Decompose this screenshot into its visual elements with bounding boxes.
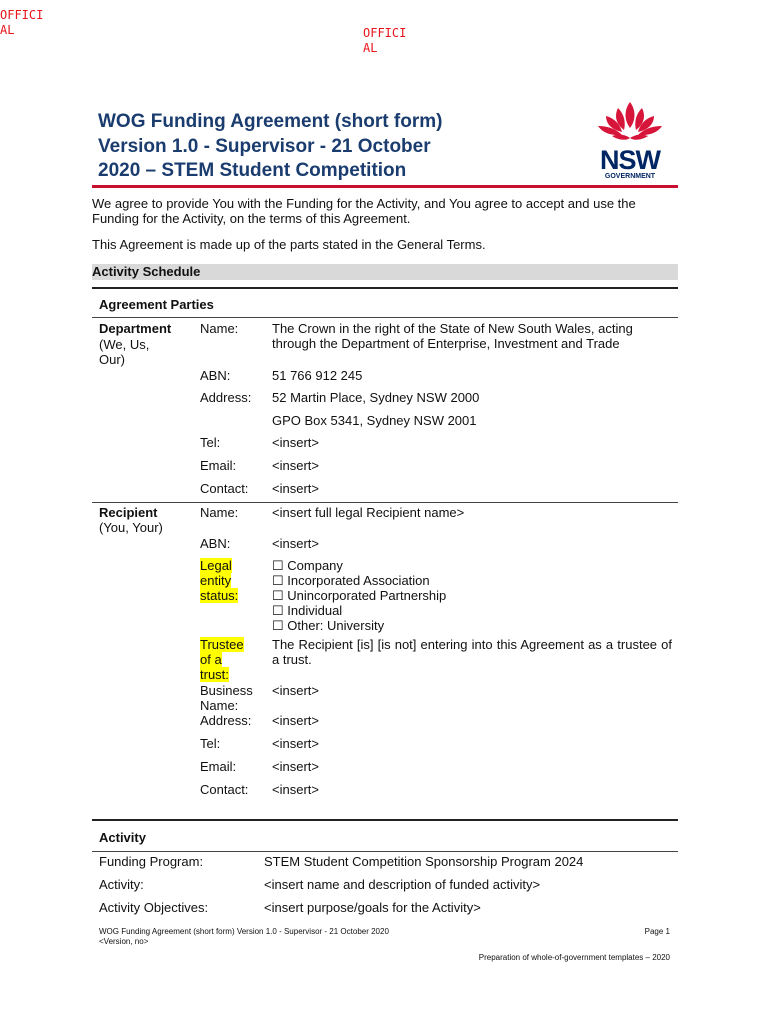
intro-paragraph-1: We agree to provide You with the Funding for the Activity, and You agree to accept and use the Funding for the Activity, on the terms of this Agreement. xyxy=(92,196,636,226)
dept-tel-value: <insert> xyxy=(272,435,319,450)
activity-schedule-heading: Activity Schedule xyxy=(92,264,678,280)
activity-row-label: Funding Program: xyxy=(99,854,204,869)
rec-name-label: Name: xyxy=(200,505,239,520)
activity-row-label: Activity: xyxy=(99,877,144,892)
dept-email-value: <insert> xyxy=(272,458,319,473)
nsw-logo-text: NSW xyxy=(600,145,660,175)
recipient-sublabel: (You, Your) xyxy=(99,520,163,535)
dept-address-value-2: GPO Box 5341, Sydney NSW 2001 xyxy=(272,413,477,428)
rec-abn-value: <insert> xyxy=(272,536,319,551)
document-title-line2: Version 1.0 - Supervisor - 21 October xyxy=(98,136,431,157)
parties-top-rule xyxy=(92,287,678,289)
rec-contact-value: <insert> xyxy=(272,782,319,797)
rec-trustee-label: Trustee of a trust: xyxy=(200,637,244,682)
dept-address-value-1: 52 Martin Place, Sydney NSW 2000 xyxy=(272,390,480,405)
department-label: Department xyxy=(99,321,172,336)
nsw-government-logo xyxy=(594,100,666,180)
rec-business-value: <insert> xyxy=(272,683,319,698)
dept-abn-label: ABN: xyxy=(200,368,231,383)
agreement-parties-heading: Agreement Parties xyxy=(99,297,214,312)
activity-heading-rule xyxy=(92,851,678,852)
dept-name-label: Name: xyxy=(200,321,239,336)
footer-page-number: Page 1 xyxy=(644,927,670,936)
legal-option-unincorporated-partnership[interactable]: ☐ Unincorporated Partnership xyxy=(272,588,447,603)
department-sublabel: (We, Us, Our) xyxy=(99,337,150,367)
rec-business-label: Business Name: xyxy=(200,683,253,713)
legal-option-other[interactable]: ☐ Other: University xyxy=(272,618,385,633)
rec-legal-status-options xyxy=(272,558,572,633)
nsw-logo-subtext: GOVERNMENT xyxy=(604,173,656,180)
waratah-icon xyxy=(594,100,666,142)
rec-email-value: <insert> xyxy=(272,759,319,774)
parties-heading-rule xyxy=(92,317,678,318)
activity-row-value: <insert name and description of funded activity> xyxy=(264,877,541,892)
rec-abn-label: ABN: xyxy=(200,536,231,551)
document-title-line1: WOG Funding Agreement (short form) xyxy=(98,111,443,132)
dept-name-value: The Crown in the right of the State of New South Wales, acting through the Department of Enterprise, Investment and Trade xyxy=(272,321,633,351)
rec-trustee-value: The Recipient [is] [is not] entering into this Agreement as a trustee of a trust. xyxy=(272,637,672,667)
legal-option-incorporated-association[interactable]: ☐ Incorporated Association xyxy=(272,573,430,588)
rec-address-value: <insert> xyxy=(272,713,319,728)
dept-tel-label: Tel: xyxy=(200,435,221,450)
activity-row-value: STEM Student Competition Sponsorship Program 2024 xyxy=(264,854,584,869)
activity-row-value: <insert purpose/goals for the Activity> xyxy=(264,900,481,915)
footer-preparation-note: Preparation of whole-of-government templates – 2020 xyxy=(478,953,670,962)
legal-option-individual[interactable]: ☐ Individual xyxy=(272,603,343,618)
header-rule xyxy=(92,185,678,188)
recipient-label: Recipient xyxy=(99,505,158,520)
department-recipient-rule xyxy=(92,502,678,503)
rec-contact-label: Contact: xyxy=(200,782,249,797)
rec-tel-label: Tel: xyxy=(200,736,221,751)
rec-name-value: <insert full legal Recipient name> xyxy=(272,505,465,520)
activity-row-label: Activity Objectives: xyxy=(99,900,209,915)
intro-paragraph-2: This Agreement is made up of the parts stated in the General Terms. xyxy=(92,237,486,252)
rec-tel-value: <insert> xyxy=(272,736,319,751)
footer-document-reference: WOG Funding Agreement (short form) Version 1.0 - Supervisor - 21 October 2020 <Version, no> xyxy=(99,927,389,946)
legal-option-company[interactable]: ☐ Company xyxy=(272,558,343,573)
activity-heading: Activity xyxy=(99,830,146,845)
official-mark-left: OFFICIAL xyxy=(0,8,44,37)
rec-legal-status-label: Legal entity status: xyxy=(200,558,239,603)
dept-email-label: Email: xyxy=(200,458,237,473)
document-title-line3-clipped: 2020 – STEM Student Competition xyxy=(98,160,407,181)
rec-address-label: Address: xyxy=(200,713,252,728)
dept-address-label: Address: xyxy=(200,390,252,405)
official-mark-center: OFFICIAL xyxy=(363,26,407,55)
dept-contact-label: Contact: xyxy=(200,481,249,496)
rec-email-label: Email: xyxy=(200,759,237,774)
activity-top-rule xyxy=(92,819,678,821)
dept-abn-value: 51 766 912 245 xyxy=(272,368,363,383)
dept-contact-value: <insert> xyxy=(272,481,319,496)
